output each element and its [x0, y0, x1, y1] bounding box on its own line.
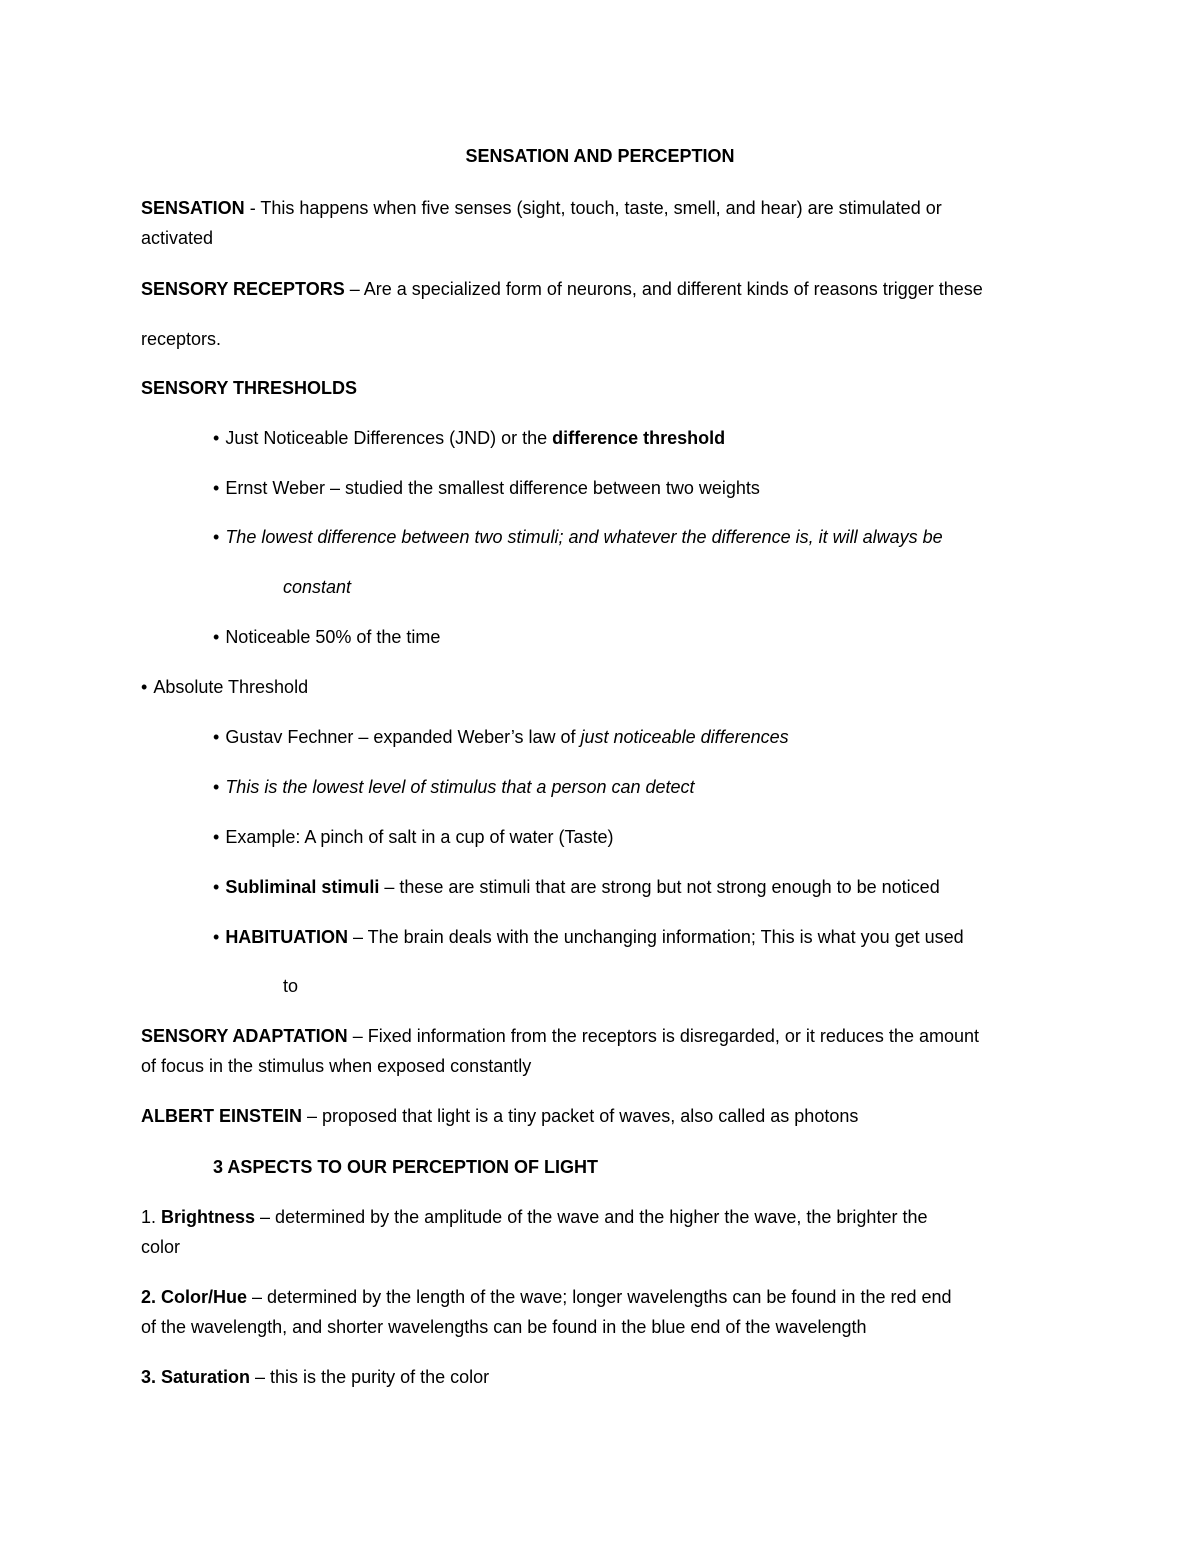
absolute-item-1-italic: just noticeable differences [580, 727, 789, 747]
bullet-icon: • [213, 428, 220, 448]
jnd-item-1-bold: difference threshold [552, 428, 726, 448]
aspect-2-line-2: of the wavelength, and shorter wavelengths can be found in the blue end of the wavelength [141, 1317, 867, 1337]
list-item [213, 776, 695, 798]
thresholds-heading [141, 377, 357, 399]
absolute-item-3-text: Example: A pinch of salt in a cup of water (Taste) [225, 827, 614, 847]
sensation-text: - This happens when five senses (sight, touch, taste, smell, and hear) are stimulated or [244, 198, 942, 218]
jnd-item-2-text: Ernst Weber – studied the smallest difference between two weights [225, 478, 760, 498]
jnd-item-3-line-2: constant [283, 577, 352, 597]
bullet-icon: • [213, 727, 220, 747]
list-item [213, 726, 789, 748]
bullet-icon: • [141, 677, 148, 697]
adaptation-definition-line-2: of focus in the stimulus when exposed constantly [141, 1056, 532, 1076]
receptors-definition-line-1 [141, 278, 983, 300]
einstein-text: – proposed that light is a tiny packet of waves, also called as photons [302, 1106, 859, 1126]
receptors-definition-line-2: receptors. [141, 329, 222, 349]
list-item [213, 626, 440, 648]
adaptation-text: – Fixed information from the receptors is disregarded, or it reduces the amount [347, 1026, 979, 1046]
aspect-1-text: – determined by the amplitude of the wave and the higher the wave, the brighter the [255, 1207, 928, 1227]
jnd-item-1-text: Just Noticeable Differences (JND) or the [225, 428, 553, 448]
adaptation-term: SENSORY ADAPTATION [141, 1026, 348, 1046]
absolute-threshold-label: Absolute Threshold [153, 677, 309, 697]
list-item [213, 526, 943, 548]
thresholds-heading-text: SENSORY THRESHOLDS [141, 378, 358, 398]
einstein-definition [141, 1105, 858, 1127]
aspect-2-line-1 [141, 1286, 952, 1308]
jnd-item-3-continuation [283, 576, 351, 598]
subliminal-text: – these are stimuli that are strong but not strong enough to be noticed [379, 877, 940, 897]
receptors-text: – Are a specialized form of neurons, and different kinds of reasons trigger these [344, 279, 983, 299]
bullet-icon: • [213, 627, 220, 647]
jnd-item-3-text: The lowest difference between two stimuli; and whatever the difference is, it will always be [225, 527, 943, 547]
habituation-term: HABITUATION [225, 927, 348, 947]
bullet-icon: • [213, 927, 220, 947]
aspect-3-term: Saturation [161, 1367, 251, 1387]
aspect-3-line-1 [141, 1366, 489, 1388]
aspect-2-term: Color/Hue [161, 1287, 248, 1307]
jnd-item-4-text: Noticeable 50% of the time [225, 627, 441, 647]
habituation-text: – The brain deals with the unchanging information; This is what you get used [347, 927, 964, 947]
absolute-item-2-text: This is the lowest level of stimulus that a person can detect [225, 777, 695, 797]
habituation-continuation: to [283, 976, 299, 996]
bullet-icon: • [213, 877, 220, 897]
list-item [213, 477, 760, 499]
aspect-2-number: 2. [141, 1287, 162, 1307]
bullet-icon: • [213, 478, 220, 498]
bullet-icon: • [213, 827, 220, 847]
absolute-item-1-text: Gustav Fechner – expanded Weber’s law of [225, 727, 581, 747]
sensation-term: SENSATION [141, 198, 245, 218]
page-title: SENSATION AND PERCEPTION [465, 146, 735, 166]
sensation-definition-line-1 [141, 197, 942, 219]
list-item [213, 876, 940, 898]
aspect-3-number: 3. [141, 1367, 162, 1387]
aspect-1-term: Brightness [161, 1207, 256, 1227]
adaptation-definition-line-1 [141, 1025, 979, 1047]
aspects-heading [213, 1156, 598, 1178]
bullet-icon: • [213, 527, 220, 547]
list-item [141, 676, 308, 698]
bullet-icon: • [213, 777, 220, 797]
aspect-1-line-2: color [141, 1237, 181, 1257]
aspects-heading-text: 3 ASPECTS TO OUR PERCEPTION OF LIGHT [213, 1157, 599, 1177]
subliminal-term: Subliminal stimuli [225, 877, 380, 897]
list-item [213, 427, 725, 449]
aspect-2-text: – determined by the length of the wave; longer wavelengths can be found in the red end [247, 1287, 952, 1307]
aspect-3-text: – this is the purity of the color [250, 1367, 490, 1387]
einstein-term: ALBERT EINSTEIN [141, 1106, 303, 1126]
aspect-1-line-1 [141, 1206, 927, 1228]
list-item [213, 826, 614, 848]
aspect-1-number: 1. [141, 1207, 162, 1227]
sensation-definition-line-2: activated [141, 228, 214, 248]
receptors-term: SENSORY RECEPTORS [141, 279, 345, 299]
list-item [213, 926, 964, 948]
